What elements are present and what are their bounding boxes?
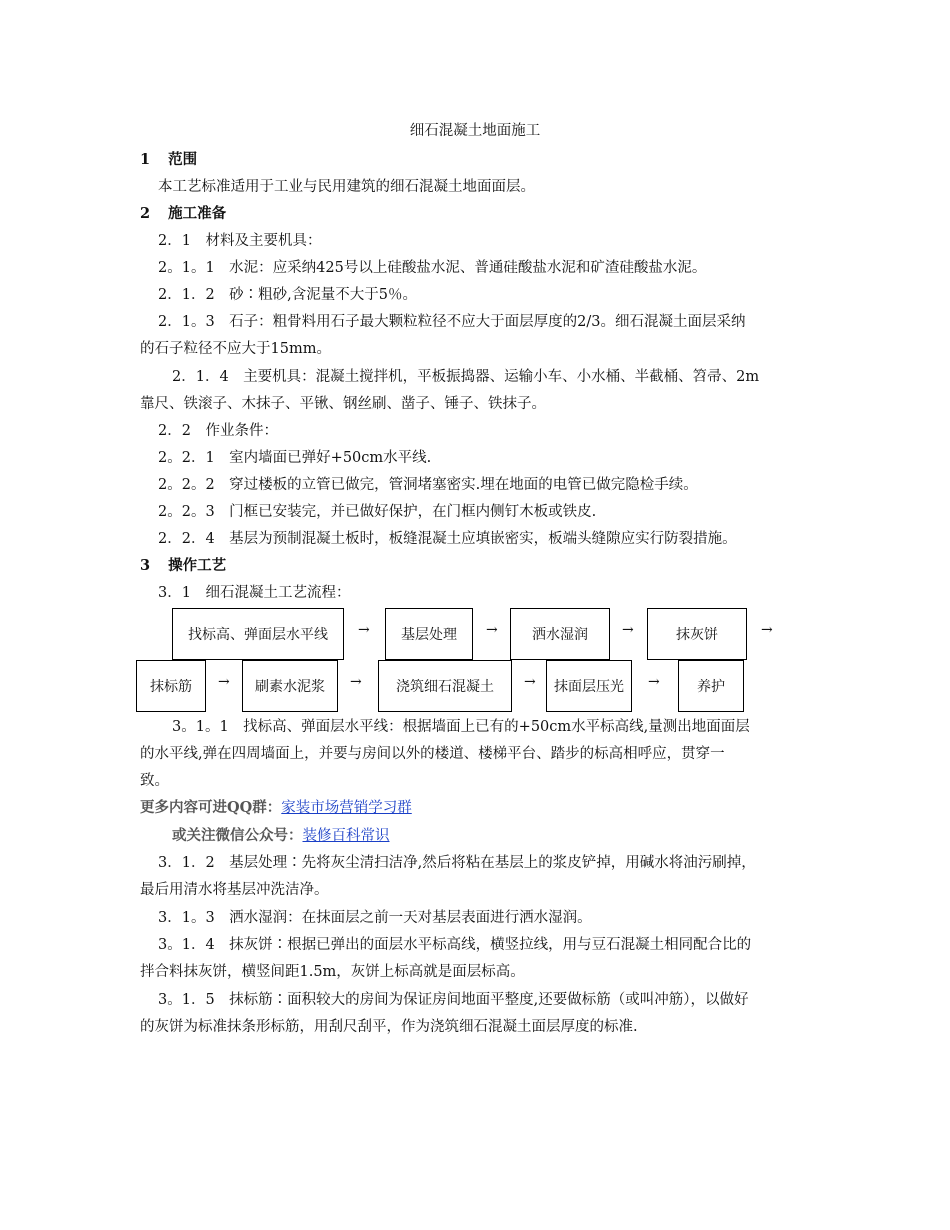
section-2-number: 2 [140,205,151,222]
flow-step-box: 养护 [678,660,744,712]
paragraph-2-2-2: 2。2。2 穿过楼板的立管已做完，管洞堵塞密实.埋在地面的电管已做完隐检手续。 [158,477,698,493]
section-3-number: 3 [140,557,151,574]
paragraph-2-1-4-line2: 靠尺、铁滚子、木抹子、平锹、钢丝刷、凿子、锤子、铁抹子。 [140,396,546,412]
document-title: 细石混凝土地面施工 [409,123,541,139]
section-3-title: 操作工艺 [168,557,227,574]
paragraph-3-1-2-line1: 3．1．2 基层处理∶先将灰尘清扫洁净,然后将粘在基层上的浆皮铲掉，用碱水将油污刷掉， [158,855,756,871]
paragraph-2-1-3-line1: 2．1。3 石子：粗骨料用石子最大颗粒粒径不应大于面层厚度的2/3。细石混凝土面层采纳 [158,314,746,330]
promo-wechat-line [172,826,390,846]
flow-step-box: 抹面层压光 [546,660,632,712]
promo-qq-label: 更多内容可进QQ群： [140,799,282,816]
flow-step-box: 抹灰饼 [647,608,747,660]
paragraph-3-1-2-line2: 最后用清水将基层冲洗洁净。 [140,882,329,898]
paragraph-2-1: 2．1 材料及主要机具： [158,233,322,249]
flow-arrow: → [350,674,362,690]
flow-arrow: → [358,622,370,638]
section-1-number: 1 [140,151,151,168]
flow-step-box: 浇筑细石混凝土 [378,660,512,712]
paragraph-3-1-4-line1: 3。1．4 抹灰饼∶根据已弹出的面层水平标高线，横竖拉线，用与豆石混凝土相同配合比的 [158,937,752,953]
paragraph-3-1-1-line1: 3。1。1 找标高、弹面层水平线：根据墙面上已有的+50cm水平标高线,量测出地面面层 [172,719,750,735]
promo-wechat-label: 或关注微信公众号： [172,827,303,844]
paragraph-2-2-3: 2。2。3 门框已安装完，并已做好保护，在门框内侧钉木板或铁皮. [158,504,597,520]
flow-step-box: 刷素水泥浆 [242,660,338,712]
paragraph-3-1-1-line3: 致。 [140,773,169,789]
paragraph-2-1-3-line2: 的石子粒径不应大于15mm。 [140,341,331,357]
paragraph-2-1-4-line1: 2．1．4 主要机具：混凝土搅拌机，平板振捣器、运输小车、小水桶、半截桶、笤帚、2m [172,369,760,385]
flow-arrow: → [218,674,230,690]
flow-step-box: 基层处理 [385,608,473,660]
paragraph-2-2-1: 2。2．1 室内墙面已弹好+50cm水平线. [158,450,432,466]
flow-step-box: 洒水湿润 [510,608,610,660]
paragraph-3-1-1-line2: 的水平线,弹在四周墙面上，并要与房间以外的楼道、楼梯平台、踏步的标高相呼应，贯穿一 [140,746,725,762]
flow-step-box: 抹标筋 [136,660,206,712]
flow-arrow: → [524,674,536,690]
paragraph-3-1-5-line2: 的灰饼为标准抹条形标筋，用刮尺刮平，作为浇筑细石混凝土面层厚度的标准. [140,1019,638,1035]
paragraph-3-1: 3．1 细石混凝土工艺流程： [158,585,351,601]
section-2-title: 施工准备 [168,205,227,222]
flow-arrow: → [486,622,498,638]
section-3-heading [140,556,226,576]
paragraph-2-1-1: 2。1。1 水泥：应采纳425号以上硅酸盐水泥、普通硅酸盐水泥和矿渣硅酸盐水泥。 [158,260,707,276]
paragraph-2-2-4: 2．2．4 基层为预制混凝土板时，板缝混凝土应填嵌密实，板端头缝隙应实行防裂措施。 [158,531,737,547]
paragraph-2-1-2: 2．1．2 砂∶粗砂,含泥量不大于5％。 [158,287,418,303]
paragraph-3-1-3: 3．1。3 洒水湿润：在抹面层之前一天对基层表面进行洒水湿润。 [158,910,592,926]
flow-arrow: → [648,674,660,690]
flow-arrow: → [622,622,634,638]
paragraph-2-2: 2．2 作业条件： [158,423,278,439]
flow-arrow: → [761,622,773,638]
promo-qq-line [140,798,412,818]
section-1-title: 范围 [168,151,198,168]
flow-step-box: 找标高、弹面层水平线 [172,608,344,660]
paragraph-scope: 本工艺标准适用于工业与民用建筑的细石混凝土地面面层。 [158,179,535,195]
qq-group-link[interactable]: 家装市场营销学习群 [281,800,412,816]
paragraph-3-1-4-line2: 拌合料抹灰饼，横竖间距1.5m，灰饼上标高就是面层标高。 [140,964,525,980]
paragraph-3-1-5-line1: 3。1．5 抹标筋∶面积较大的房间为保证房间地面平整度,还要做标筋（或叫冲筋），以做好 [158,992,749,1008]
section-1-heading [140,150,197,170]
wechat-account-link[interactable]: 装修百科常识 [302,828,390,844]
section-2-heading [140,204,226,224]
